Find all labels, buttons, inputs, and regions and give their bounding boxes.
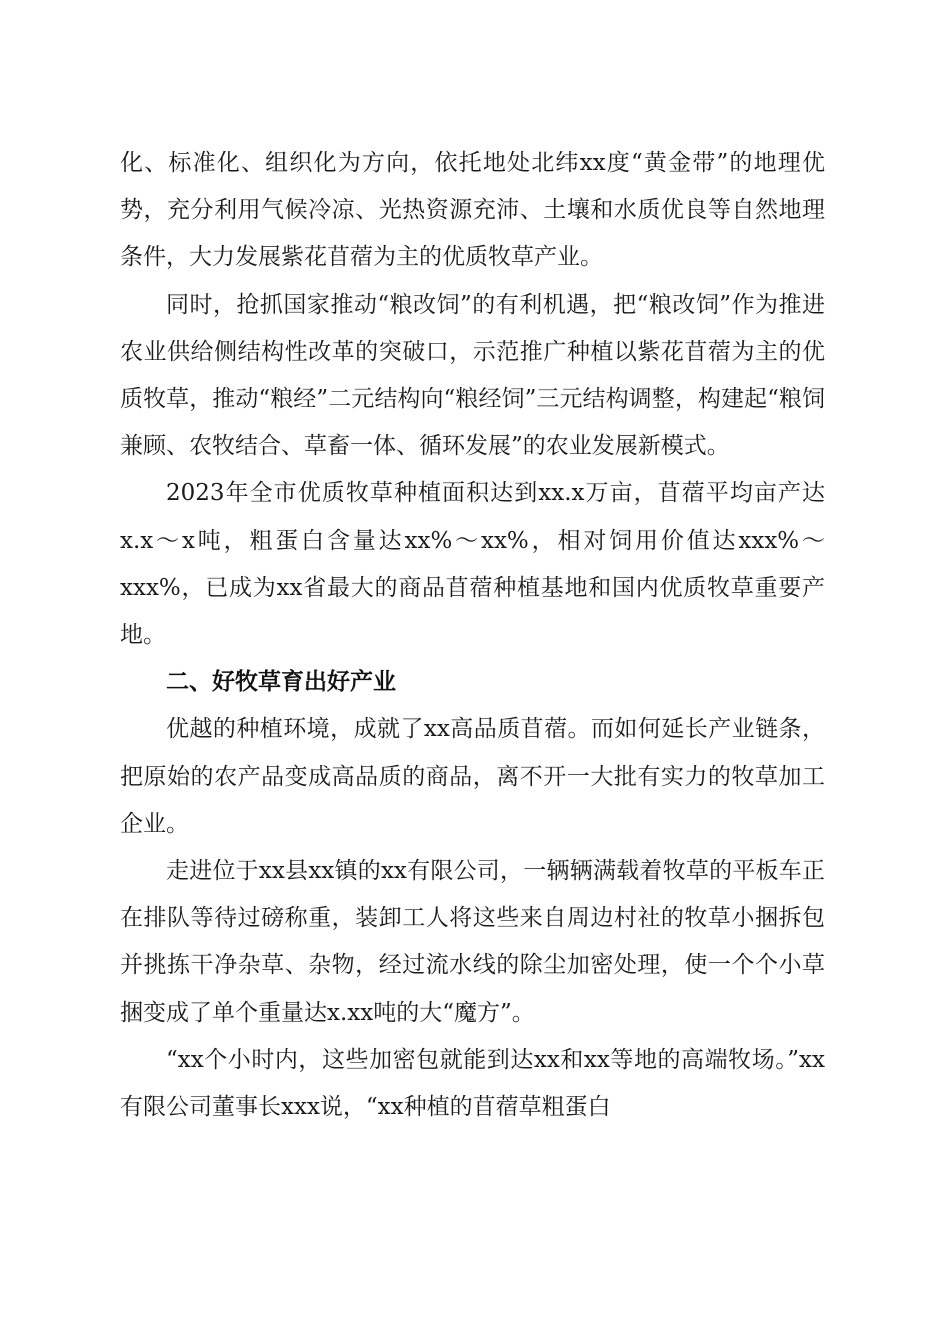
paragraph-company-visit: 走进位于xx县xx镇的xx有限公司，一辆辆满载着牧草的平板车正在排队等待过磅称重，装卸工人将这些来自周边村社的牧草小捆拆包并挑拣干净杂草、杂物，经过流水线的除尘加密处理，使一个个小草捆变成了单个重量达x.xx吨的大“魔方”。	[120, 858, 825, 1026]
paragraph-continuation: 化、标准化、组织化为方向，依托地处北纬xx度“黄金带”的地理优势，充分利用气候冷凉、光热资源充沛、土壤和水质优良等自然地理条件，大力发展紫花苜蓿为主的优质牧草产业。	[120, 150, 825, 271]
document-body	[120, 140, 825, 1131]
paragraph-2023-statistics: 2023年全市优质牧草种植面积达到xx.x万亩，苜蓿平均亩产达x.x～x吨，粗蛋白含量达xx%～xx%，相对饲用价值达xxx%～xxx%，已成为xx省最大的商品苜蓿种植基地和国内优质牧草重要产地。	[120, 480, 825, 649]
paragraph-grain-to-feed: 同时，抢抓国家推动“粮改饲”的有利机遇，把“粮改饲”作为推进农业供给侧结构性改革的突破口，示范推广种植以紫花苜蓿为主的优质牧草，推动“粮经”二元结构向“粮经饲”三元结构调整，构建起“粮饲兼顾、农牧结合、草畜一体、循环发展”的农业发展新模式。	[120, 291, 825, 460]
paragraph-chairman-quote: “xx个小时内，这些加密包就能到达xx和xx等地的高端牧场。”xx有限公司董事长xxx说，“xx种植的苜蓿草粗蛋白	[120, 1046, 825, 1121]
section-heading: 二、好牧草育出好产业	[166, 669, 396, 696]
paragraph-planting-environment: 优越的种植环境，成就了xx高品质苜蓿。而如何延长产业链条，把原始的农产品变成高品质的商品，离不开一大批有实力的牧草加工企业。	[120, 716, 825, 837]
